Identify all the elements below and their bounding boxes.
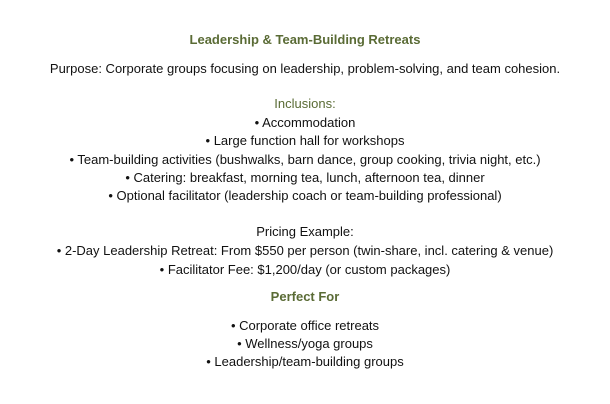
inclusion-item-function-hall: • Large function hall for workshops [205, 133, 405, 148]
inclusion-item-facilitator: • Optional facilitator (leadership coach or team-building professional) [108, 188, 502, 203]
pricing-heading: Pricing Example: [256, 224, 354, 239]
perfect-for-item-leadership: • Leadership/team-building groups [206, 354, 404, 369]
inclusion-item-activities: • Team-building activities (bushwalks, barn dance, group cooking, trivia night, etc.) [69, 152, 541, 167]
inclusions-heading: Inclusions: [274, 96, 336, 111]
pricing-item-facilitator-fee: • Facilitator Fee: $1,200/day (or custom packages) [159, 262, 451, 277]
inclusion-item-catering: • Catering: breakfast, morning tea, lunch, afternoon tea, dinner [125, 170, 485, 185]
perfect-for-item-wellness: • Wellness/yoga groups [237, 336, 373, 351]
pricing-item-retreat: • 2-Day Leadership Retreat: From $550 per person (twin-share, incl. catering & venue) [56, 243, 554, 258]
inclusion-item-accommodation: • Accommodation [254, 115, 356, 130]
perfect-for-heading: Perfect For [270, 289, 340, 304]
document-title: Leadership & Team-Building Retreats [189, 32, 421, 47]
perfect-for-item-corporate: • Corporate office retreats [230, 318, 380, 333]
purpose-text: Purpose: Corporate groups focusing on leadership, problem-solving, and team cohesion. [49, 61, 561, 76]
